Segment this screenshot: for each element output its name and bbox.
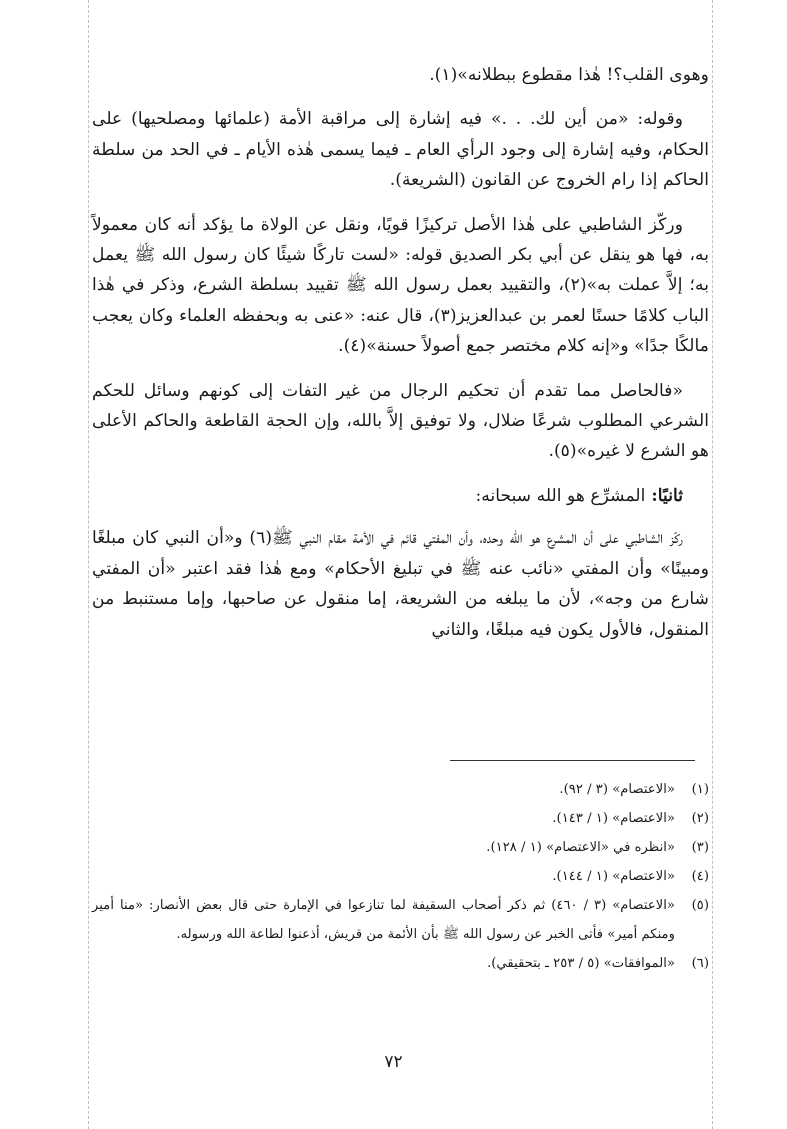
- paragraph-1: وهوى القلب؟! هٰذا مقطوع ببطلانه»(١).: [429, 65, 709, 85]
- footnote-number: (١): [691, 782, 709, 797]
- page-body: [92, 60, 709, 659]
- section-heading: [92, 481, 709, 511]
- footnote-number: (٢): [691, 811, 709, 826]
- footnote-number: (٤): [691, 869, 709, 884]
- paragraph-4-quote: [92, 376, 709, 467]
- footnote-2: [92, 804, 709, 833]
- section-heading-title: المشرِّع هو الله سبحانه:: [475, 485, 646, 506]
- footnote-text: «الاعتصام» (١ / ١٤٤).: [552, 869, 675, 884]
- footnote-text: «انظره في «الاعتصام» (١ / ١٢٨).: [486, 840, 675, 855]
- footnote-text: «الاعتصام» (٣ / ٤٦٠) ثم ذكر أصحاب السقيفة لما تنازعوا في الإمارة حتى قال بعض الأنصار: «منا أمير ومنكم أمير» فأتى الخبر عن رسول الله ﷺ بأن الأئمة من قريش، أذعنوا لطاعة الله ورسوله.: [92, 898, 675, 942]
- footnote-separator: [450, 760, 695, 761]
- page-frame-line-left: [88, 0, 89, 1129]
- paragraph-5: [92, 523, 709, 645]
- footnote-number: (٦): [691, 956, 709, 971]
- footnote-4: [92, 862, 709, 891]
- paragraph-2: [92, 104, 709, 195]
- page-frame-line-right: [712, 0, 713, 1129]
- footnote-text: «الاعتصام» (٣ / ٩٢).: [559, 782, 675, 797]
- footnote-3: [92, 833, 709, 862]
- footnote-number: (٣): [691, 840, 709, 855]
- footnote-text: «الاعتصام» (١ / ١٤٣).: [552, 811, 675, 826]
- section-heading-label: ثانيًا:: [651, 485, 683, 506]
- paragraph-2-text: وقوله: «من أين لك. . .» فيه إشارة إلى مراقبة الأمة (علمائها ومصلحيها) على الحكام، وفيه إشارة إلى وجود الرأي العام ـ فيما يسمى هٰذه الأيام ـ في الحد من سلطة الحاكم إذا رام الخروج عن القانون (الشريعة).: [92, 109, 709, 191]
- footnotes: [92, 775, 709, 978]
- footnote-6: [92, 949, 709, 978]
- footnote-1: [92, 775, 709, 804]
- paragraph-5-text: ركّز الشاطبي على أن المشرع هو الله وحده، وأن المفتي قائم في الأمة مقام النبي ﷺ(٦) و«أن النبي كان مبلغًا ومبينًا» وأن المفتي «نائب عنه ﷺ في تبليغ الأحكام» ومع هٰذا فقد اعتبر «أن المفتي شارع من وجه»، لأن ما يبلغه من الشريعة، إما منقول عن صاحبها، وإما مستنبط من المنقول، فالأول يكون فيه مبلغًا، والثاني: [92, 528, 709, 640]
- footnote-text: «الموافقات» (٥ / ٢٥٣ ـ بتحقيقي).: [487, 956, 675, 971]
- paragraph-3: [92, 210, 709, 362]
- page-number: ٧٢: [384, 1052, 403, 1072]
- paragraph-3-text: وركّز الشاطبي على هٰذا الأصل تركيزًا قويًا، ونقل عن الولاة ما يؤكد أنه كان معمولاً به، فها هو ينقل عن أبي بكر الصديق قوله: «لست تاركًا شيئًا كان رسول الله ﷺ يعمل به؛ إلاَّ عملت به»(٢)، والتقييد بعمل رسول الله ﷺ تقييد بسلطة الشرع، وذكر في هٰذا الباب كلامًا حسنًا لعمر بن عبدالعزيز(٣)، قال عنه: «عنى به وبحفظه العلماء وكان يعجب مالكًا جدًا» و«إنه كلام مختصر جمع أصولاً حسنة»(٤).: [92, 214, 709, 357]
- footnote-5: [92, 891, 709, 949]
- footnote-number: (٥): [691, 898, 709, 913]
- paragraph-4-text: «فالحاصل مما تقدم أن تحكيم الرجال من غير التفات إلى كونهم وسائل للحكم الشرعي المطلوب شرعًا ضلال، ولا توفيق إلاَّ بالله، وإن الحجة القاطعة والحاكم الأعلى هو الشرع لا غيره»(٥).: [92, 380, 709, 462]
